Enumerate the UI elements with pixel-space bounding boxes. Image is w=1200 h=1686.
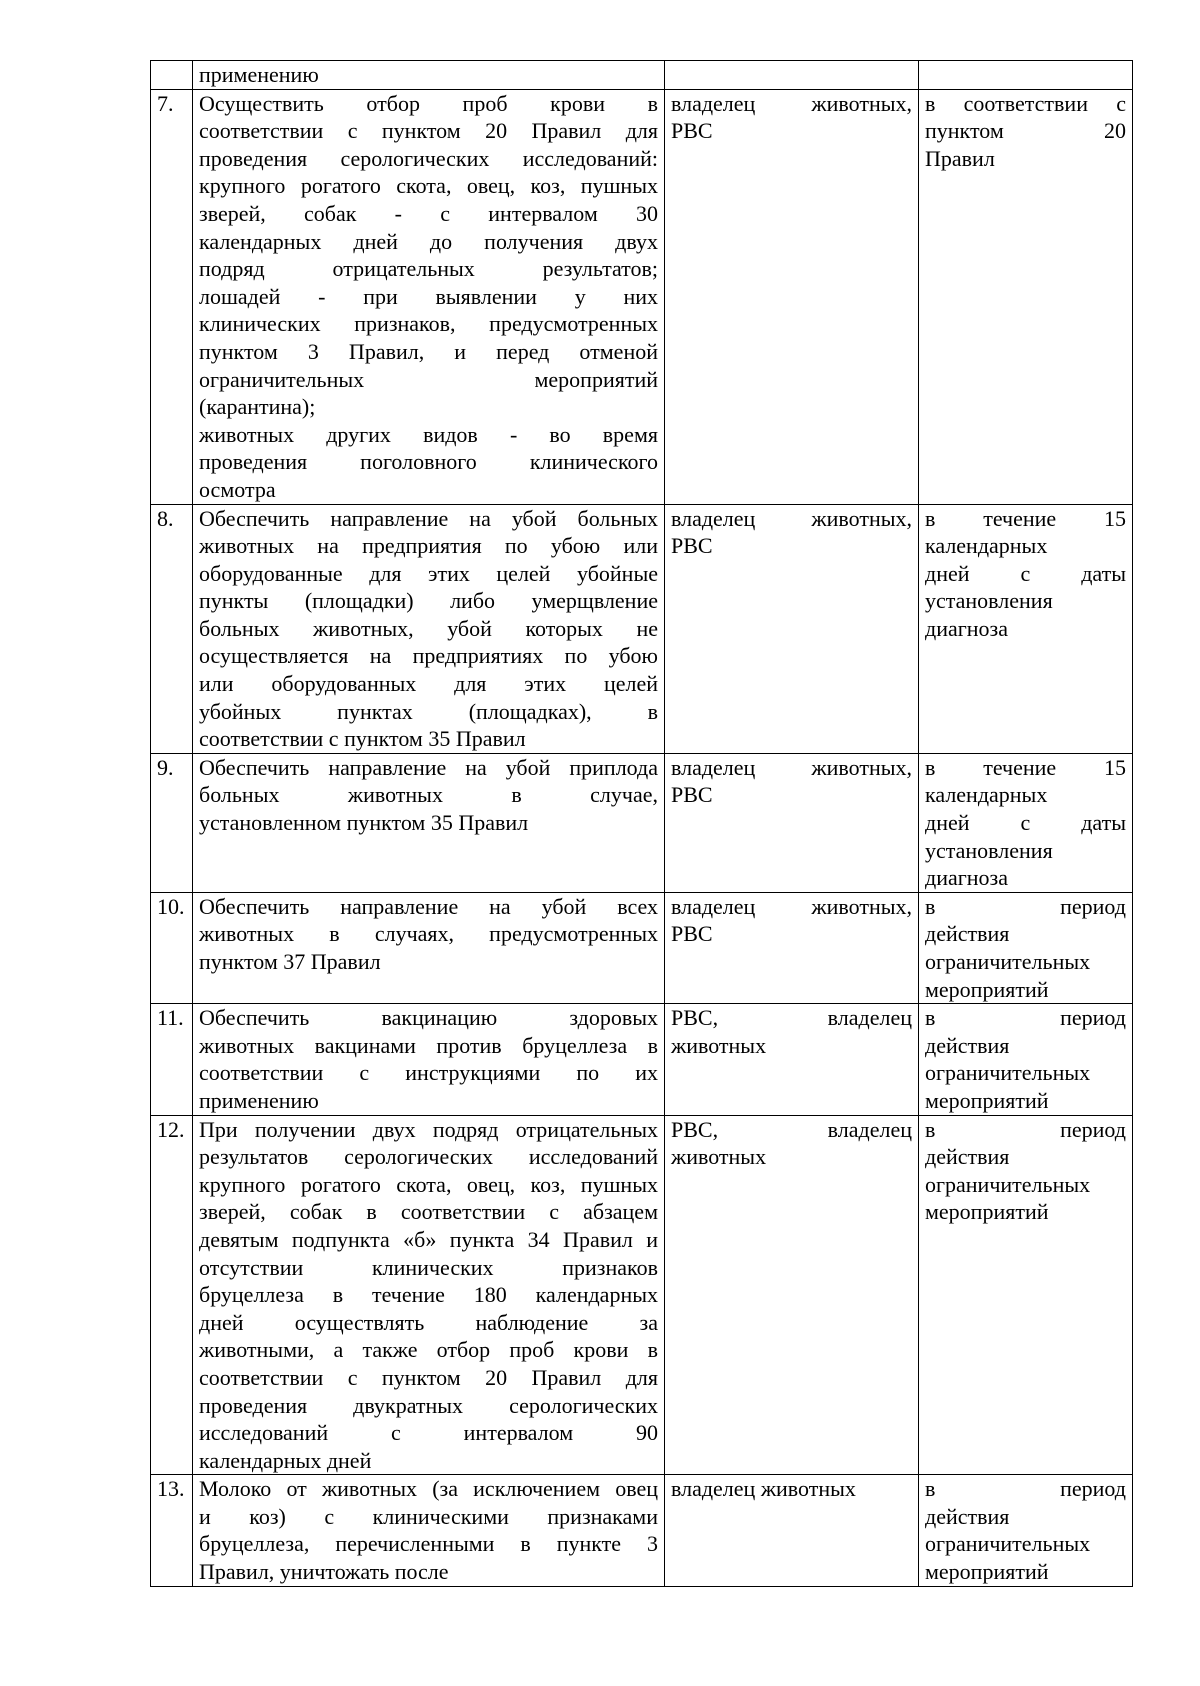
text-line: соответствии с пунктом 35 Правил [199,726,526,752]
text-line: ограничительных [925,1171,1091,1197]
row-number: 10. [151,892,193,1003]
table-row [151,1475,1133,1586]
text-line: дней с даты [925,560,1126,586]
responsible-cell [665,61,919,90]
text-line: РВС [671,782,713,808]
text-line: или оборудованных для этих целей [199,671,658,697]
text-line: владелец животных [671,1476,856,1502]
text-line: владелец животных, [671,90,912,116]
action-cell [193,89,665,504]
text-line: соответствии с инструкциями по их [199,1060,658,1086]
row-number: 12. [151,1115,193,1475]
text-line: действия [925,921,1010,947]
text-line: Обеспечить направление на убой всех [199,893,658,919]
responsible-cell [665,89,919,504]
text-line: ограничительных мероприятий [199,366,658,392]
row-number: 11. [151,1004,193,1115]
action-cell [193,1475,665,1586]
table-row [151,1004,1133,1115]
responsible-cell [665,1115,919,1475]
term-cell [919,1004,1133,1115]
text-line: Правил [925,145,995,171]
text-line: календарных дней [199,1447,372,1473]
table-row [151,892,1133,1003]
row-number [151,61,193,90]
text-line: подряд отрицательных результатов; [199,256,658,282]
row-number: 13. [151,1475,193,1586]
text-line: установленном пунктом 35 Правил [199,810,529,836]
text-line: животных на предприятия по убою или [199,533,658,559]
text-line: пунктом 37 Правил [199,949,381,974]
text-line: владелец животных, [671,893,912,919]
text-line: проведения двукратных серологических [199,1392,658,1418]
text-line: установления [925,588,1053,614]
text-line: пунктом 3 Правил, и перед отменой [199,338,658,364]
text-line: мероприятий [925,1087,1049,1113]
term-cell [919,1475,1133,1586]
text-line: крупного рогатого скота, овец, коз, пушных [199,1171,658,1197]
text-line: действия [925,1503,1010,1529]
text-line: проведения поголовного клинического [199,449,658,475]
text-line: владелец животных, [671,754,912,780]
row-number: 9. [151,753,193,892]
text-line: результатов серологических исследований [199,1144,658,1170]
text-line: мероприятий [925,976,1049,1002]
responsible-cell [665,892,919,1003]
text-line: осуществляется на предприятиях по убою [199,643,658,669]
text-line: ограничительных [925,1531,1091,1557]
text-line: в период [925,1005,1126,1031]
action-cell [193,892,665,1003]
text-line: диагноза [925,865,1008,891]
text-line: животными, а также отбор проб крови в [199,1337,658,1363]
action-cell [193,61,665,90]
text-line: Осуществить отбор проб крови в [199,90,658,116]
text-line: исследований с интервалом 90 [199,1420,658,1446]
text-line: в период [925,893,1126,919]
text-line: ограничительных [925,949,1091,974]
text-line: и коз) с клиническими признаками [199,1503,658,1529]
term-cell [919,892,1133,1003]
term-cell [919,89,1133,504]
text-line: (карантина); [199,394,316,420]
action-cell [193,753,665,892]
text-line: клинических признаков, предусмотренных [199,311,658,337]
text-line: зверей, собак в соответствии с абзацем [199,1199,658,1225]
text-line: больных животных в случае, [199,782,658,808]
text-line: РВС [671,533,713,559]
text-line: действия [925,1032,1010,1058]
text-line: убойных пунктах (площадках), в [199,698,658,724]
text-line: календарных [925,533,1048,559]
table-row [151,89,1133,504]
text-line: пунктом 20 [925,118,1126,144]
table-row [151,61,1133,90]
action-cell [193,1115,665,1475]
text-line: Молоко от животных (за исключением овец [199,1476,658,1502]
text-line: Обеспечить направление на убой приплода [199,754,658,780]
text-line: РВС [671,921,713,947]
text-line: мероприятий [925,1199,1049,1225]
action-cell [193,1004,665,1115]
text-line: бруцеллеза в течение 180 календарных [199,1282,658,1308]
term-cell [919,1115,1133,1475]
text-line: установления [925,837,1053,863]
text-line: диагноза [925,615,1008,641]
text-line: применению [199,1087,319,1113]
text-line: животных вакцинами против бруцеллеза в [199,1032,658,1058]
action-cell [193,504,665,753]
text-line: лошадей - при выявлении у них [199,283,658,309]
text-line: соответствии с пунктом 20 Правил для [199,118,658,144]
text-line: животных других видов - во время [199,421,658,447]
responsible-cell [665,504,919,753]
term-cell [919,61,1133,90]
table-row [151,504,1133,753]
text-line: РВС, владелец [671,1005,912,1031]
text-line: календарных дней до получения двух [199,228,658,254]
text-line: владелец животных, [671,505,912,531]
text-line: оборудованные для этих целей убойные [199,560,658,586]
text-line: При получении двух подряд отрицательных [199,1116,658,1142]
text-line: Правил, уничтожать после [199,1559,449,1585]
text-line: дней с даты [925,810,1126,836]
text-line: применению [199,62,319,87]
text-line: пункты (площадки) либо умерщвление [199,588,658,614]
text-line: бруцеллеза, перечисленными в пункте 3 [199,1531,658,1557]
text-line: крупного рогатого скота, овец, коз, пушных [199,173,658,199]
text-line: отсутствии клинических признаков [199,1254,658,1280]
table-row [151,1115,1133,1475]
text-line: действия [925,1144,1010,1170]
responsible-cell [665,1004,919,1115]
text-line: в течение 15 [925,505,1126,531]
text-line: РВС, владелец [671,1116,912,1142]
text-line: в период [925,1476,1126,1502]
text-line: в период [925,1116,1126,1142]
table-row [151,753,1133,892]
responsible-cell [665,753,919,892]
row-number: 8. [151,504,193,753]
text-line: девятым подпункта «б» пункта 34 Правил и [199,1226,658,1252]
text-line: в соответствии с [925,90,1126,116]
text-line: проведения серологических исследований: [199,145,658,171]
text-line: зверей, собак - с интервалом 30 [199,200,658,226]
text-line: в течение 15 [925,754,1126,780]
responsible-cell [665,1475,919,1586]
text-line: животных [671,1032,767,1058]
text-line: дней осуществлять наблюдение за [199,1309,658,1335]
text-line: календарных [925,782,1048,808]
text-line: соответствии с пунктом 20 Правил для [199,1364,658,1390]
text-line: Обеспечить вакцинацию здоровых [199,1005,658,1031]
row-number: 7. [151,89,193,504]
term-cell [919,504,1133,753]
text-line: животных в случаях, предусмотренных [199,921,658,947]
text-line: животных [671,1144,767,1170]
text-line: мероприятий [925,1559,1049,1585]
measures-table-body [151,61,1133,1587]
text-line: больных животных, убой которых не [199,615,658,641]
term-cell [919,753,1133,892]
text-line: осмотра [199,476,276,502]
text-line: РВС [671,118,713,144]
text-line: Обеспечить направление на убой больных [199,505,658,531]
measures-table [150,60,1133,1587]
text-line: ограничительных [925,1060,1091,1086]
